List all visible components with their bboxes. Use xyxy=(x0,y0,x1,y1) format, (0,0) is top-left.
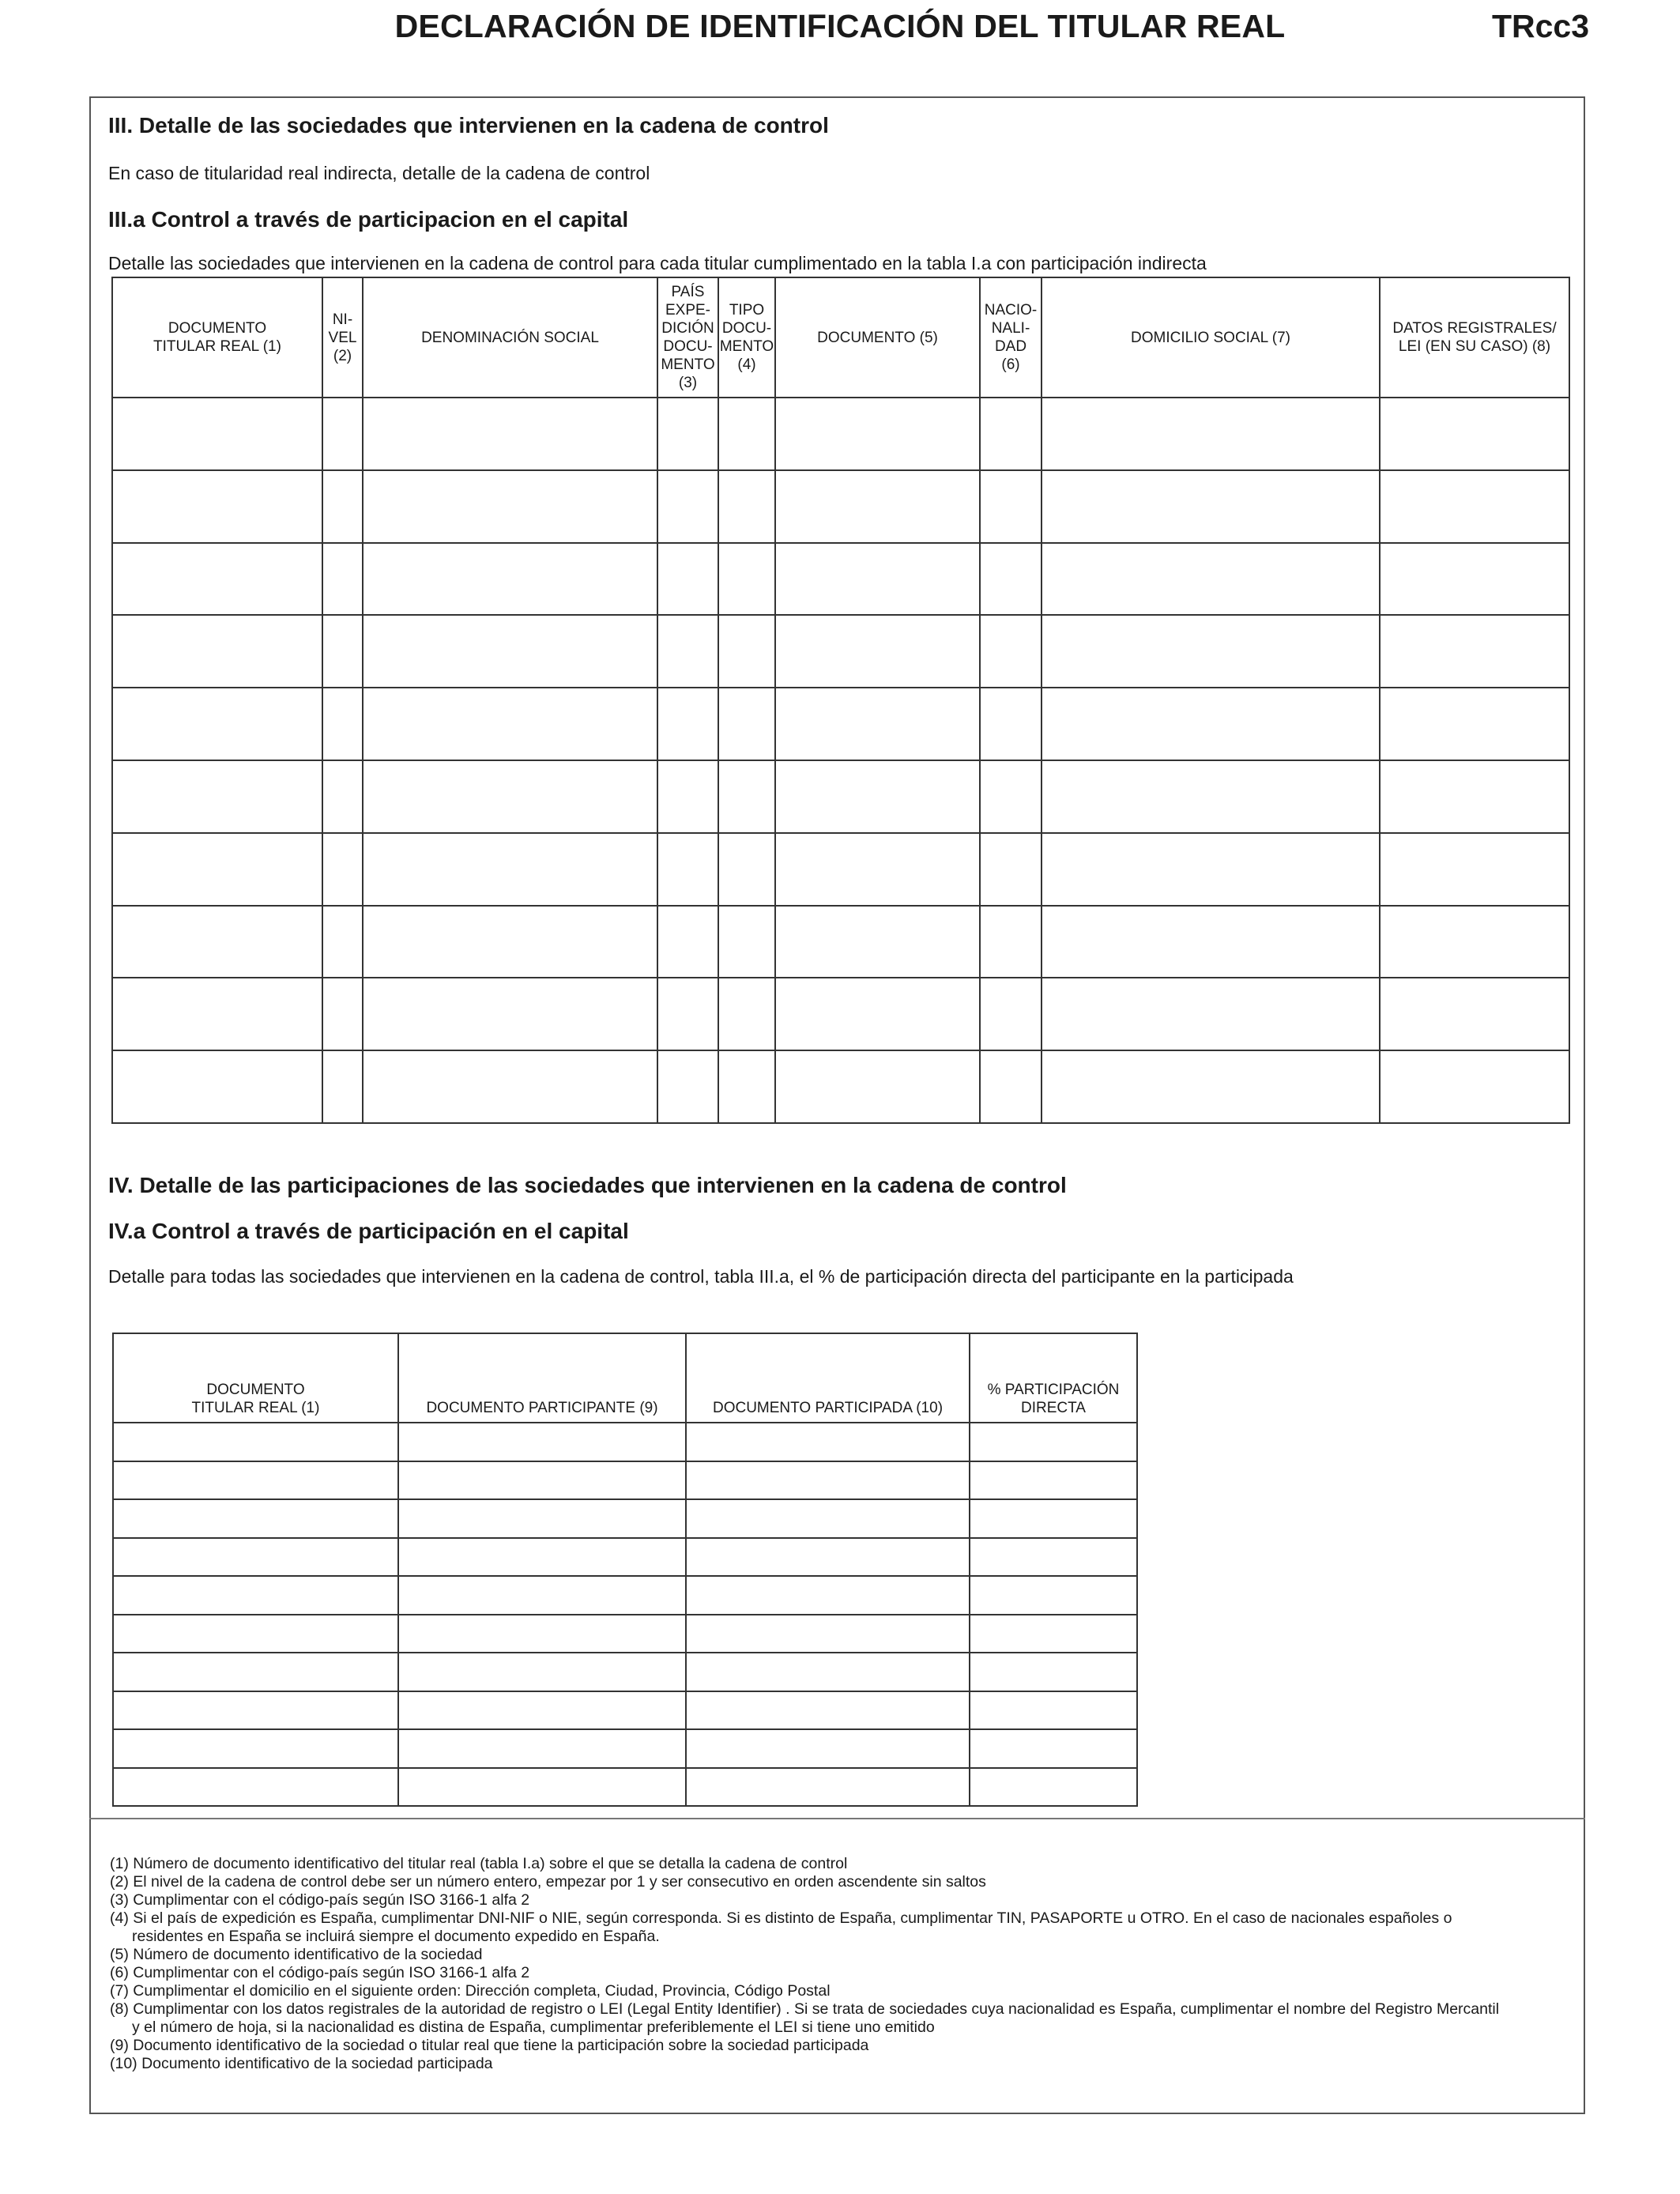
cell-documento[interactable] xyxy=(775,833,980,906)
col-datos-registrales: DATOS REGISTRALES/ LEI (EN SU CASO) (8) xyxy=(1380,277,1569,398)
cell-documento-participada[interactable] xyxy=(686,1653,970,1691)
cell-tipo-documento[interactable] xyxy=(718,760,775,833)
footnote xyxy=(110,1855,1580,1873)
footnote xyxy=(110,2000,1580,2037)
footnote-text: (5) Número de documento identificativo de la sociedad xyxy=(110,1946,483,1963)
footnote-text: (1) Número de documento identificativo del titular real (tabla I.a) sobre el que se detalla la cadena de control xyxy=(110,1855,848,1872)
section-iv-a-heading: IV.a Control a través de participación en el capital xyxy=(108,1219,629,1243)
table-row xyxy=(112,833,1569,906)
table-row xyxy=(112,760,1569,833)
cell-denominacion-social[interactable] xyxy=(363,543,657,616)
table-row xyxy=(112,688,1569,760)
footnote xyxy=(110,1964,1580,1982)
cell-nivel[interactable] xyxy=(322,1050,363,1123)
footnote xyxy=(110,1873,1580,1891)
table-row xyxy=(113,1768,1137,1807)
table-row xyxy=(113,1499,1137,1538)
cell-documento-titular-real[interactable] xyxy=(113,1423,398,1461)
cell-documento-titular-real[interactable] xyxy=(113,1461,398,1500)
cell-pais-expedicion[interactable] xyxy=(657,1050,718,1123)
cell-documento-titular-real[interactable] xyxy=(113,1729,398,1768)
cell-documento-participante[interactable] xyxy=(398,1576,686,1615)
cell-porcentaje-participacion[interactable] xyxy=(970,1461,1137,1500)
cell-tipo-documento[interactable] xyxy=(718,543,775,616)
cell-documento-participada[interactable] xyxy=(686,1423,970,1461)
cell-nivel[interactable] xyxy=(322,470,363,543)
cell-pais-expedicion[interactable] xyxy=(657,906,718,978)
table-row xyxy=(112,906,1569,978)
table-row xyxy=(113,1615,1137,1653)
cell-denominacion-social[interactable] xyxy=(363,398,657,470)
footnote-text: (4) Si el país de expedición es España, cumplimentar DNI-NIF o NIE, según corresponda. Si es distinto de España, cumplimentar TIN, PASAPORTE u OTRO. En el caso de nacionales españoles o xyxy=(110,1909,1452,1927)
cell-datos-registrales[interactable] xyxy=(1380,1050,1569,1123)
cell-documento-participada[interactable] xyxy=(686,1729,970,1768)
table-row xyxy=(113,1423,1137,1461)
cell-documento-participante[interactable] xyxy=(398,1615,686,1653)
cell-denominacion-social[interactable] xyxy=(363,906,657,978)
cell-documento-titular-real[interactable] xyxy=(113,1615,398,1653)
footnote xyxy=(110,2037,1580,2055)
cell-pais-expedicion[interactable] xyxy=(657,543,718,616)
cell-pais-expedicion[interactable] xyxy=(657,615,718,688)
cell-domicilio-social[interactable] xyxy=(1042,615,1380,688)
cell-tipo-documento[interactable] xyxy=(718,615,775,688)
cell-datos-registrales[interactable] xyxy=(1380,760,1569,833)
cell-tipo-documento[interactable] xyxy=(718,833,775,906)
cell-documento[interactable] xyxy=(775,470,980,543)
cell-tipo-documento[interactable] xyxy=(718,688,775,760)
cell-datos-registrales[interactable] xyxy=(1380,543,1569,616)
col-domicilio-social: DOMICILIO SOCIAL (7) xyxy=(1042,277,1380,398)
cell-datos-registrales[interactable] xyxy=(1380,978,1569,1050)
cell-documento-titular-real[interactable] xyxy=(113,1576,398,1615)
cell-datos-registrales[interactable] xyxy=(1380,470,1569,543)
col-nivel: NI- VEL (2) xyxy=(322,277,363,398)
table-row xyxy=(113,1691,1137,1730)
cell-tipo-documento[interactable] xyxy=(718,906,775,978)
footnote xyxy=(110,1891,1580,1909)
section-iii-heading: III. Detalle de las sociedades que intervienen en la cadena de control xyxy=(108,113,829,138)
col-documento: DOCUMENTO (5) xyxy=(775,277,980,398)
table-row xyxy=(112,978,1569,1050)
form-title: DECLARACIÓN DE IDENTIFICACIÓN DEL TITULAR REAL xyxy=(394,8,1286,44)
cell-nacionalidad[interactable] xyxy=(980,470,1042,543)
table-row xyxy=(112,1050,1569,1123)
cell-nacionalidad[interactable] xyxy=(980,760,1042,833)
cell-datos-registrales[interactable] xyxy=(1380,906,1569,978)
cell-tipo-documento[interactable] xyxy=(718,470,775,543)
cell-domicilio-social[interactable] xyxy=(1042,470,1380,543)
col-nacionalidad: NACIO- NALI- DAD (6) xyxy=(980,277,1042,398)
cell-denominacion-social[interactable] xyxy=(363,615,657,688)
col-porcentaje-participacion: % PARTICIPACIÓN DIRECTA xyxy=(970,1333,1137,1423)
cell-nacionalidad[interactable] xyxy=(980,833,1042,906)
cell-nacionalidad[interactable] xyxy=(980,906,1042,978)
cell-porcentaje-participacion[interactable] xyxy=(970,1615,1137,1653)
cell-nacionalidad[interactable] xyxy=(980,1050,1042,1123)
cell-documento-titular-real[interactable] xyxy=(112,833,322,906)
cell-porcentaje-participacion[interactable] xyxy=(970,1691,1137,1730)
cell-documento[interactable] xyxy=(775,1050,980,1123)
cell-domicilio-social[interactable] xyxy=(1042,398,1380,470)
cell-documento-titular-real[interactable] xyxy=(113,1768,398,1807)
footnote-text: (10) Documento identificativo de la sociedad participada xyxy=(110,2055,493,2072)
col-documento-participada: DOCUMENTO PARTICIPADA (10) xyxy=(686,1333,970,1423)
table-row xyxy=(113,1538,1137,1577)
cell-denominacion-social[interactable] xyxy=(363,1050,657,1123)
cell-pais-expedicion[interactable] xyxy=(657,470,718,543)
cell-documento-titular-real[interactable] xyxy=(113,1653,398,1691)
col-documento-titular-real: DOCUMENTO TITULAR REAL (1) xyxy=(113,1333,398,1423)
col-denominacion-social: DENOMINACIÓN SOCIAL xyxy=(363,277,657,398)
cell-datos-registrales[interactable] xyxy=(1380,688,1569,760)
section-iv-a-instruction: Detalle para todas las sociedades que intervienen en la cadena de control, tabla III.a, el % de participación directa del participante en la participada xyxy=(108,1266,1294,1287)
col-documento-participante: DOCUMENTO PARTICIPANTE (9) xyxy=(398,1333,686,1423)
table-row xyxy=(113,1653,1137,1691)
cell-documento-participante[interactable] xyxy=(398,1729,686,1768)
cell-documento-titular-real[interactable] xyxy=(112,760,322,833)
table-row xyxy=(112,398,1569,470)
table-header-row xyxy=(112,277,1569,398)
table-header-row xyxy=(113,1333,1137,1423)
cell-datos-registrales[interactable] xyxy=(1380,615,1569,688)
cell-domicilio-social[interactable] xyxy=(1042,833,1380,906)
cell-documento-participada[interactable] xyxy=(686,1499,970,1538)
form-code: TRcc3 xyxy=(1491,8,1589,44)
cell-domicilio-social[interactable] xyxy=(1042,906,1380,978)
table-row xyxy=(113,1461,1137,1500)
cell-documento-titular-real[interactable] xyxy=(112,615,322,688)
cell-nacionalidad[interactable] xyxy=(980,978,1042,1050)
cell-denominacion-social[interactable] xyxy=(363,760,657,833)
cell-documento-participante[interactable] xyxy=(398,1653,686,1691)
cell-porcentaje-participacion[interactable] xyxy=(970,1499,1137,1538)
cell-nivel[interactable] xyxy=(322,688,363,760)
col-documento-titular-real: DOCUMENTO TITULAR REAL (1) xyxy=(112,277,322,398)
cell-porcentaje-participacion[interactable] xyxy=(970,1538,1137,1577)
cell-denominacion-social[interactable] xyxy=(363,470,657,543)
section-iv-heading: IV. Detalle de las participaciones de las sociedades que intervienen en la cadena de control xyxy=(108,1173,1067,1197)
footnote-text: (8) Cumplimentar con los datos registrales de la autoridad de registro o LEI (Legal Entity Identifier) . Si se trata de sociedades cuya nacionalidad es España, cumplimentar el nombre del Registro Mercantil xyxy=(110,2000,1500,2018)
chain-companies-table xyxy=(111,277,1570,1124)
cell-documento[interactable] xyxy=(775,906,980,978)
cell-documento-titular-real[interactable] xyxy=(112,398,322,470)
cell-domicilio-social[interactable] xyxy=(1042,543,1380,616)
cell-documento-participante[interactable] xyxy=(398,1423,686,1461)
cell-documento[interactable] xyxy=(775,543,980,616)
cell-documento-participante[interactable] xyxy=(398,1538,686,1577)
footnote-text: (9) Documento identificativo de la sociedad o titular real que tiene la participación sobre la sociedad participada xyxy=(110,2037,869,2054)
footnote xyxy=(110,2055,1580,2073)
cell-denominacion-social[interactable] xyxy=(363,833,657,906)
cell-porcentaje-participacion[interactable] xyxy=(970,1576,1137,1615)
section-iii-intro: En caso de titularidad real indirecta, detalle de la cadena de control xyxy=(108,163,650,183)
cell-documento-participada[interactable] xyxy=(686,1615,970,1653)
cell-documento-titular-real[interactable] xyxy=(113,1538,398,1577)
cell-documento-participada[interactable] xyxy=(686,1538,970,1577)
cell-tipo-documento[interactable] xyxy=(718,398,775,470)
cell-documento[interactable] xyxy=(775,398,980,470)
cell-documento-titular-real[interactable] xyxy=(113,1691,398,1730)
cell-documento-titular-real[interactable] xyxy=(112,1050,322,1123)
cell-domicilio-social[interactable] xyxy=(1042,978,1380,1050)
cell-nivel[interactable] xyxy=(322,615,363,688)
cell-porcentaje-participacion[interactable] xyxy=(970,1653,1137,1691)
cell-documento-participada[interactable] xyxy=(686,1691,970,1730)
cell-nacionalidad[interactable] xyxy=(980,543,1042,616)
cell-nacionalidad[interactable] xyxy=(980,688,1042,760)
cell-nivel[interactable] xyxy=(322,833,363,906)
cell-documento-titular-real[interactable] xyxy=(112,543,322,616)
cell-pais-expedicion[interactable] xyxy=(657,760,718,833)
footnote xyxy=(110,1946,1580,1964)
table-row xyxy=(112,615,1569,688)
cell-nivel[interactable] xyxy=(322,760,363,833)
cell-documento-titular-real[interactable] xyxy=(112,688,322,760)
footnote-text: (6) Cumplimentar con el código-país según ISO 3166-1 alfa 2 xyxy=(110,1964,530,1981)
cell-porcentaje-participacion[interactable] xyxy=(970,1729,1137,1768)
table-row xyxy=(112,470,1569,543)
notes-divider xyxy=(89,1818,1585,1819)
cell-documento-participante[interactable] xyxy=(398,1461,686,1500)
cell-tipo-documento[interactable] xyxy=(718,1050,775,1123)
cell-documento-titular-real[interactable] xyxy=(113,1499,398,1538)
cell-denominacion-social[interactable] xyxy=(363,978,657,1050)
section-iii-a-instruction: Detalle las sociedades que intervienen en la cadena de control para cada titular cumplimentado en la tabla I.a con participación indirecta xyxy=(108,253,1207,273)
footnote-text: (3) Cumplimentar con el código-país según ISO 3166-1 alfa 2 xyxy=(110,1891,530,1909)
cell-datos-registrales[interactable] xyxy=(1380,833,1569,906)
cell-datos-registrales[interactable] xyxy=(1380,398,1569,470)
cell-documento-participada[interactable] xyxy=(686,1768,970,1807)
cell-documento-titular-real[interactable] xyxy=(112,978,322,1050)
cell-nivel[interactable] xyxy=(322,398,363,470)
cell-documento[interactable] xyxy=(775,688,980,760)
cell-pais-expedicion[interactable] xyxy=(657,688,718,760)
cell-documento[interactable] xyxy=(775,615,980,688)
col-tipo-documento: TIPO DOCU- MENTO (4) xyxy=(718,277,775,398)
footnote xyxy=(110,1982,1580,2000)
cell-nacionalidad[interactable] xyxy=(980,615,1042,688)
cell-documento-participada[interactable] xyxy=(686,1461,970,1500)
table-row xyxy=(113,1729,1137,1768)
cell-nivel[interactable] xyxy=(322,543,363,616)
cell-documento-titular-real[interactable] xyxy=(112,470,322,543)
cell-documento-titular-real[interactable] xyxy=(112,906,322,978)
cell-domicilio-social[interactable] xyxy=(1042,688,1380,760)
cell-nivel[interactable] xyxy=(322,906,363,978)
cell-porcentaje-participacion[interactable] xyxy=(970,1423,1137,1461)
col-pais-expedicion: PAÍS EXPE- DICIÓN DOCU- MENTO (3) xyxy=(657,277,718,398)
section-iii-a-heading: III.a Control a través de participacion en el capital xyxy=(108,207,629,232)
footnote-continuation: residentes en España se incluirá siempre el documento expedido en España. xyxy=(132,1928,660,1945)
cell-domicilio-social[interactable] xyxy=(1042,760,1380,833)
cell-documento-participada[interactable] xyxy=(686,1576,970,1615)
cell-denominacion-social[interactable] xyxy=(363,688,657,760)
participations-table xyxy=(112,1333,1138,1807)
footnotes xyxy=(110,1855,1580,2073)
table-row xyxy=(113,1576,1137,1615)
cell-documento[interactable] xyxy=(775,978,980,1050)
footnote-continuation: y el número de hoja, si la nacionalidad es distina de España, cumplimentar preferiblemente el LEI si tiene uno emitido xyxy=(132,2019,935,2036)
cell-pais-expedicion[interactable] xyxy=(657,398,718,470)
cell-domicilio-social[interactable] xyxy=(1042,1050,1380,1123)
footnote xyxy=(110,1909,1580,1946)
cell-porcentaje-participacion[interactable] xyxy=(970,1768,1137,1807)
cell-pais-expedicion[interactable] xyxy=(657,978,718,1050)
cell-documento-participante[interactable] xyxy=(398,1768,686,1807)
cell-nacionalidad[interactable] xyxy=(980,398,1042,470)
cell-documento-participante[interactable] xyxy=(398,1499,686,1538)
footnote-text: (7) Cumplimentar el domicilio en el siguiente orden: Dirección completa, Ciudad, Provincia, Código Postal xyxy=(110,1982,831,2000)
cell-documento[interactable] xyxy=(775,760,980,833)
table-row xyxy=(112,543,1569,616)
cell-documento-participante[interactable] xyxy=(398,1691,686,1730)
cell-pais-expedicion[interactable] xyxy=(657,833,718,906)
cell-nivel[interactable] xyxy=(322,978,363,1050)
cell-tipo-documento[interactable] xyxy=(718,978,775,1050)
footnote-text: (2) El nivel de la cadena de control debe ser un número entero, empezar por 1 y ser consecutivo en orden ascendente sin saltos xyxy=(110,1873,986,1891)
